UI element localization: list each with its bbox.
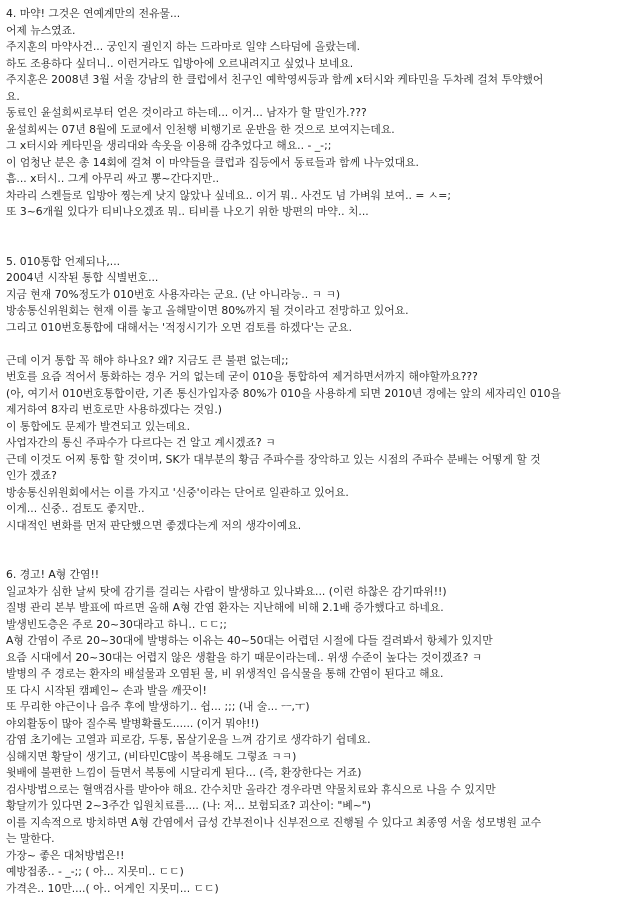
text-line: 인가 겠죠? (6, 468, 634, 485)
text-line: 발병의 주 경로는 환자의 배설물과 오염된 물, 비 위생적인 음식물을 통해 간염이 된다고 해요. (6, 666, 634, 683)
text-line: 요즘 시대에서 20~30대는 어렵지 않은 생활을 하기 때문이라는데.. 위생 수준이 높다는 것이겠죠? ㅋ (6, 650, 634, 667)
section-010-number (6, 254, 634, 535)
text-line: A형 간염이 주로 20~30대에 발병하는 이유는 40~50대는 어렵던 시절에 다들 걸려봐서 항체가 있지만 (6, 633, 634, 650)
text-line: 시대적인 변화를 먼저 판단했으면 좋겠다는게 저의 생각이예요. (6, 518, 634, 535)
text-line: 하도 조용하다 싶더니.. 이런거라도 입방아에 오르내려지고 싶었나 보네요. (6, 56, 634, 73)
text-line: 흠... x터시.. 그게 아무리 싸고 뽕~간다지만.. (6, 171, 634, 188)
text-line: 발생빈도층은 주로 20~30대라고 하니.. ㄷㄷ;; (6, 617, 634, 634)
text-line: 번호를 요즘 적어서 통화하는 경우 거의 없는데 굳이 010을 통합하여 제거하면서까지 해야할까요??? (6, 369, 634, 386)
text-line: 가격은.. 10만....( 아.. 어게인 지못미... ㄷㄷ) (6, 881, 634, 897)
text-line: 근데 이거 통합 꼭 해야 하나요? 왜? 지금도 큰 불편 없는데;; (6, 353, 634, 370)
section-heading: 5. 010통합 언제되나,... (6, 254, 634, 271)
text-line: 주지훈은 2008년 3월 서울 강남의 한 클럽에서 친구인 예학영씨등과 함께 x터시와 케타민을 두차례 걸쳐 투약했어 (6, 72, 634, 89)
text-line: 는 말한다. (6, 831, 634, 848)
text-line: 이게... 신중.. 검토도 좋지만.. (6, 501, 634, 518)
text-line: 동료인 윤설희씨로부터 얻은 것이라고 하는데... 이거... 남자가 할 말인가.??? (6, 105, 634, 122)
text-line: 방송통신위원회는 현재 이를 놓고 올해말이면 80%까지 될 것이라고 전망하고 있어요. (6, 303, 634, 320)
text-line: 질병 관리 본부 발표에 따르면 올해 A형 간염 환자는 지난해에 비해 2.1배 증가했다고 하네요. (6, 600, 634, 617)
text-line: 예방접종.. - _-;; ( 아... 지못미.. ㄷㄷ) (6, 864, 634, 881)
text-line: 야외활동이 많아 질수록 발병확률도...... (이거 뭐야!!) (6, 716, 634, 733)
text-line: 감염 초기에는 고열과 피로감, 두통, 몸살기운을 느껴 감기로 생각하기 쉽데요. (6, 732, 634, 749)
text-line: 일교차가 심한 날씨 탓에 감기를 걸리는 사람이 발생하고 있나봐요... (이런 하찮은 감기따위!!) (6, 584, 634, 601)
text-line: 윤설희씨는 07년 8월에 도쿄에서 인천행 비행기로 운반을 한 것으로 보여지는데요. (6, 122, 634, 139)
text-line: 검사방법으로는 혈액검사를 받아야 해요. 간수치만 올라간 경우라면 약물치료와 휴식으로 나을 수 있지만 (6, 782, 634, 799)
section-spacer (6, 221, 634, 254)
text-line: 그리고 010번호통합에 대해서는 '적정시기가 오면 검토를 하겠다'는 군요. (6, 320, 634, 337)
section-heading: 4. 마약! 그것은 연예계만의 전유물... (6, 6, 634, 23)
text-line: 제거하여 8자리 번호로만 사용하겠다는 것임.) (6, 402, 634, 419)
text-line: 이 통합에도 문제가 발견되고 있는데요. (6, 419, 634, 436)
text-line: 심해지면 황달이 생기고, (비타민C많이 복용해도 그렇죠 ㅋㅋ) (6, 749, 634, 766)
text-line: 2004년 시작된 통합 식별번호... (6, 270, 634, 287)
text-line: 이를 지속적으로 방치하면 A형 간염에서 급성 간부전이나 신부전으로 진행될 수 있다고 최종영 서울 성모병원 교수 (6, 815, 634, 832)
text-line: 또 무리한 야근이나 음주 후에 발생하기.. 쉽... ;;; (내 술... ㅡ,ㅜ) (6, 699, 634, 716)
text-line: 가장~ 좋은 대처방법은!! (6, 848, 634, 865)
text-line: 근데 이것도 어찌 통합 할 것이며, SK가 대부분의 황금 주파수를 장악하고 있는 시점의 주파수 분배는 어떻게 할 것 (6, 452, 634, 469)
text-line: 지금 현재 70%정도가 010번호 사용자라는 군요. (난 아니라능.. ㅋ ㅋ) (6, 287, 634, 304)
text-line: 윗배에 불편한 느낌이 들면서 복통에 시달리게 된다... (즉, 환장한다는 거죠) (6, 765, 634, 782)
blank-line (6, 336, 634, 353)
text-line: 차라리 스켄들로 입방아 찡는게 낫지 않았나 싶네요.. 이거 뭐.. 사건도 넘 가벼워 보여.. = ㅅ=; (6, 188, 634, 205)
text-line: 이 엄청난 분은 총 14회에 걸쳐 이 마약들을 클럽과 집등에서 동료들과 함께 나누었대요. (6, 155, 634, 172)
text-line: 또 3~6개월 있다가 티비나오겠죠 뭐.. 티비를 나오기 위한 방편의 마약.. 치... (6, 204, 634, 221)
text-line: 황달끼가 있다면 2~3주간 입원치료를.... (나: 저... 보험되죠? 괴산이: "볘~") (6, 798, 634, 815)
section-heading: 6. 경고! A형 간염!! (6, 567, 634, 584)
text-line: 어제 뉴스였죠. (6, 23, 634, 40)
text-line: 또 다시 시작된 캠페인~ 손과 발을 깨끗이! (6, 683, 634, 700)
text-line: 요. (6, 89, 634, 106)
text-line: 사업자간의 통신 주파수가 다르다는 건 알고 계시겠죠? ㅋ (6, 435, 634, 452)
text-line: 방송통신위원회에서는 이를 가지고 '신중'이라는 단어로 일관하고 있어요. (6, 485, 634, 502)
text-line: 주지훈의 마약사건... 궁인지 궐인지 하는 드라마로 일약 스타덤에 올랐는데. (6, 39, 634, 56)
text-line: (아, 여기서 010번호통합이란, 기존 통신가입자중 80%가 010을 사용하게 되면 2010년 경에는 앞의 세자리인 010을 (6, 386, 634, 403)
section-drugs (6, 6, 634, 221)
section-hepatitis-a (6, 567, 634, 897)
text-line: 그 x터시와 케타민을 생리대와 속옷을 이용해 감추었다고 해요.. - _-;; (6, 138, 634, 155)
section-spacer (6, 534, 634, 567)
